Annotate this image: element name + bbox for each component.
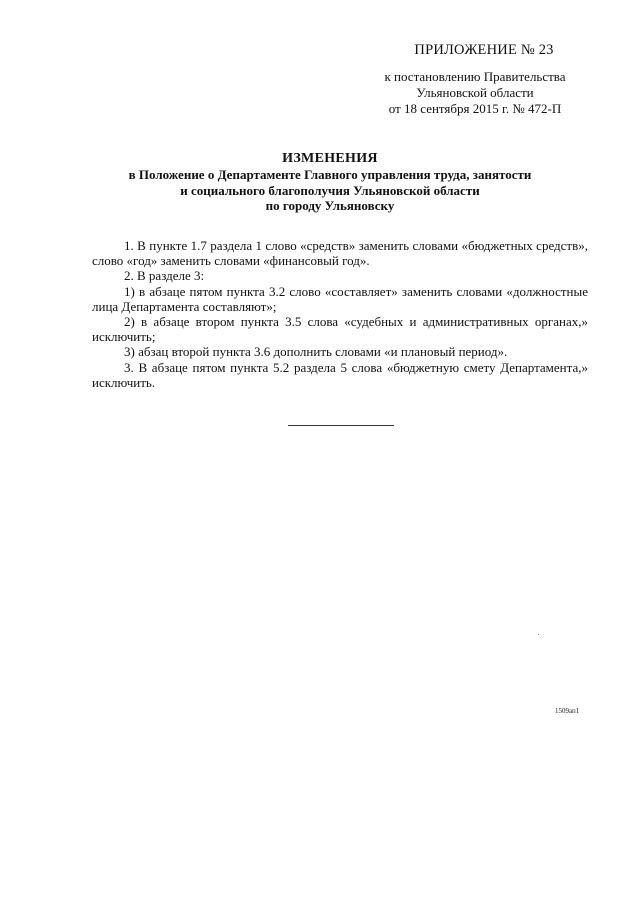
heading-subtitle-line-3: по городу Ульяновску xyxy=(265,198,395,213)
document-body xyxy=(92,238,588,390)
paragraph-item-1: 1. В пункте 1.7 раздела 1 слово «средств» заменить словами «бюджетных средств», слово «год» заменить словами «финансовый год». xyxy=(92,238,588,269)
heading-subtitle-line-1: в Положение о Департаменте Главного управления труда, занятости xyxy=(128,167,532,182)
end-separator-line xyxy=(288,425,394,426)
annex-region-line: Ульяновской области xyxy=(416,85,534,100)
annex-title: ПРИЛОЖЕНИЕ № 23 xyxy=(414,42,554,58)
scan-dot-mark xyxy=(538,634,539,635)
paragraph-item-2: 2. В разделе 3: xyxy=(124,268,205,284)
paragraph-subitem-2: 2) в абзаце втором пункта 3.5 слова «судебных и административных органах,» исключить; xyxy=(92,314,588,345)
heading-subtitle-line-2: и социального благополучия Ульяновской области xyxy=(180,182,480,198)
annex-resolution-line: к постановлению Правительства xyxy=(384,69,566,84)
document-heading xyxy=(80,150,580,214)
paragraph-subitem-1: 1) в абзаце пятом пункта 3.2 слово «составляет» заменить словами «должностные лица Департамента составляют»; xyxy=(92,283,588,314)
paragraph-subitem-3: 3) абзац второй пункта 3.6 дополнить словами «и плановый период». xyxy=(124,344,508,360)
heading-title: ИЗМЕНЕНИЯ xyxy=(282,151,378,166)
annex-header xyxy=(360,42,590,117)
annex-date-line: от 18 сентября 2015 г. № 472-П xyxy=(388,101,562,116)
paragraph-item-3: 3. В абзаце пятом пункта 5.2 раздела 5 слова «бюджетную смету Департамента,» исключить. xyxy=(92,359,588,390)
footer-document-code: 1509ап1 xyxy=(555,707,580,715)
